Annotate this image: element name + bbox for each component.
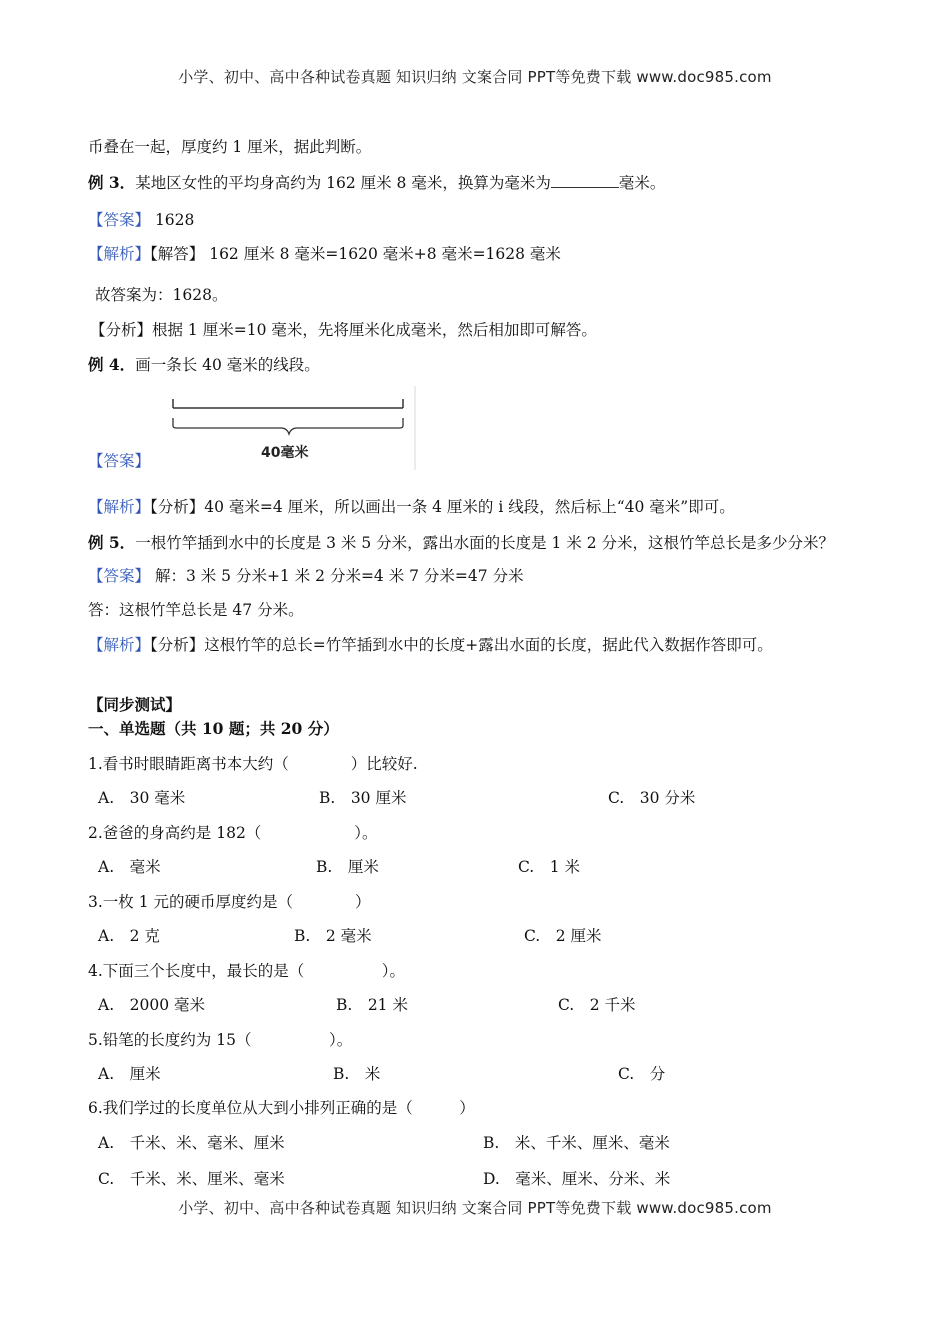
- analysis-tag: 【解析】: [88, 636, 151, 654]
- option-d: D. 毫米、厘米、分米、米: [483, 1170, 671, 1188]
- example-3-conclusion: 故答案为：1628。: [95, 286, 228, 304]
- brace-bracket: [173, 418, 403, 434]
- example-4-text: 画一条长 40 毫米的线段。: [135, 356, 320, 374]
- example-4-question: [88, 354, 320, 376]
- option-c: C. 2 千米: [558, 996, 636, 1014]
- option-b: B. 21 米: [336, 996, 408, 1014]
- example-3-answer: [88, 209, 194, 231]
- option-c: C. 1 米: [518, 858, 581, 876]
- option-b: B. 米、千米、厘米、毫米: [483, 1134, 670, 1152]
- question-4: 4.下面三个长度中，最长的是（ ）。: [88, 962, 406, 980]
- option-c: C. 2 厘米: [524, 927, 602, 945]
- example-3-text-b: 毫米。: [618, 174, 666, 192]
- page-footer: 小学、初中、高中各种试卷真题 知识归纳 文案合同 PPT等免费下载 www.doc985.com: [178, 1199, 772, 1217]
- option-c: C. 30 分米: [608, 789, 696, 807]
- option-b: B. 2 毫米: [294, 927, 372, 945]
- analysis-text: 【分析】40 毫米=4 厘米，所以画出一条 4 厘米的 i 线段，然后标上“40 毫米”即可。: [150, 498, 735, 516]
- answer-tag: 【答案】: [88, 211, 151, 229]
- example-3-question: [88, 172, 665, 194]
- option-a: A. 2000 毫米: [98, 996, 205, 1014]
- example-4-label: 例 4．: [88, 355, 136, 374]
- example-4-answer: [88, 450, 150, 472]
- section-title: 一、单选题（共 10 题；共 20 分）: [88, 719, 339, 738]
- question-2: 2.爸爸的身高约是 182（ ）。: [88, 824, 378, 842]
- example-5-answer: [88, 565, 524, 587]
- question-1: 1.看书时眼睛距离书本大约（ ）比较好.: [88, 755, 418, 773]
- example-5-reply: 答：这根竹竿总长是 47 分米。: [88, 601, 304, 619]
- analysis-tag: 【解析】: [88, 245, 151, 263]
- example-5-analysis: [88, 634, 773, 656]
- page-header: 小学、初中、高中各种试卷真题 知识归纳 文案合同 PPT等免费下载 www.doc985.com: [178, 68, 772, 86]
- sync-test-title: 【同步测试】: [88, 695, 182, 714]
- analysis-text: 【分析】这根竹竿的总长=竹竿插到水中的长度+露出水面的长度，据此代入数据作答即可。: [150, 636, 773, 654]
- solution-tag: 【解答】: [150, 245, 205, 263]
- answer-tag: 【答案】: [88, 452, 151, 470]
- example-5-text: 一根竹竿插到水中的长度是 3 米 5 分米，露出水面的长度是 1 米 2 分米，这根竹竿总长是多少分米？: [135, 534, 835, 552]
- answer-value: 1628: [150, 211, 195, 229]
- example-3-analysis: [88, 243, 561, 265]
- option-a: A. 厘米: [98, 1065, 161, 1083]
- option-a: A. 毫米: [98, 858, 161, 876]
- example-3-note: 【分析】根据 1 厘米=10 毫米，先将厘米化成毫米，然后相加即可解答。: [90, 321, 597, 339]
- answer-blank: [551, 173, 619, 188]
- example-5-question: [88, 532, 834, 554]
- example-5-label: 例 5．: [88, 533, 136, 552]
- example-3-label: 例 3．: [88, 173, 136, 192]
- option-b: B. 米: [333, 1065, 381, 1083]
- continued-line: 币叠在一起，厚度约 1 厘米，据此判断。: [88, 138, 372, 156]
- option-c: C. 分: [618, 1065, 666, 1083]
- figure-label: 40毫米: [261, 445, 309, 461]
- example-4-analysis: [88, 496, 735, 518]
- answer-tag: 【答案】: [88, 567, 151, 585]
- answer-value: 解：3 米 5 分米+1 米 2 分米=4 米 7 分米=47 分米: [150, 567, 524, 585]
- option-a: A. 30 毫米: [98, 789, 186, 807]
- option-c: C. 千米、米、厘米、毫米: [98, 1170, 285, 1188]
- question-3: 3.一枚 1 元的硬币厚度约是（ ）: [88, 893, 371, 911]
- option-b: B. 厘米: [316, 858, 379, 876]
- option-b: B. 30 厘米: [319, 789, 407, 807]
- question-6: 6.我们学过的长度单位从大到小排列正确的是（ ）: [88, 1099, 475, 1117]
- example-3-text-a: 某地区女性的平均身高约为 162 厘米 8 毫米，换算为毫米为: [135, 174, 551, 192]
- analysis-text: 162 厘米 8 毫米=1620 毫米+8 毫米=1628 毫米: [204, 245, 561, 263]
- question-5: 5.铅笔的长度约为 15（ ）。: [88, 1031, 353, 1049]
- option-a: A. 2 克: [98, 927, 160, 945]
- line-segment-figure: [165, 386, 420, 470]
- option-a: A. 千米、米、毫米、厘米: [98, 1134, 285, 1152]
- analysis-tag: 【解析】: [88, 498, 151, 516]
